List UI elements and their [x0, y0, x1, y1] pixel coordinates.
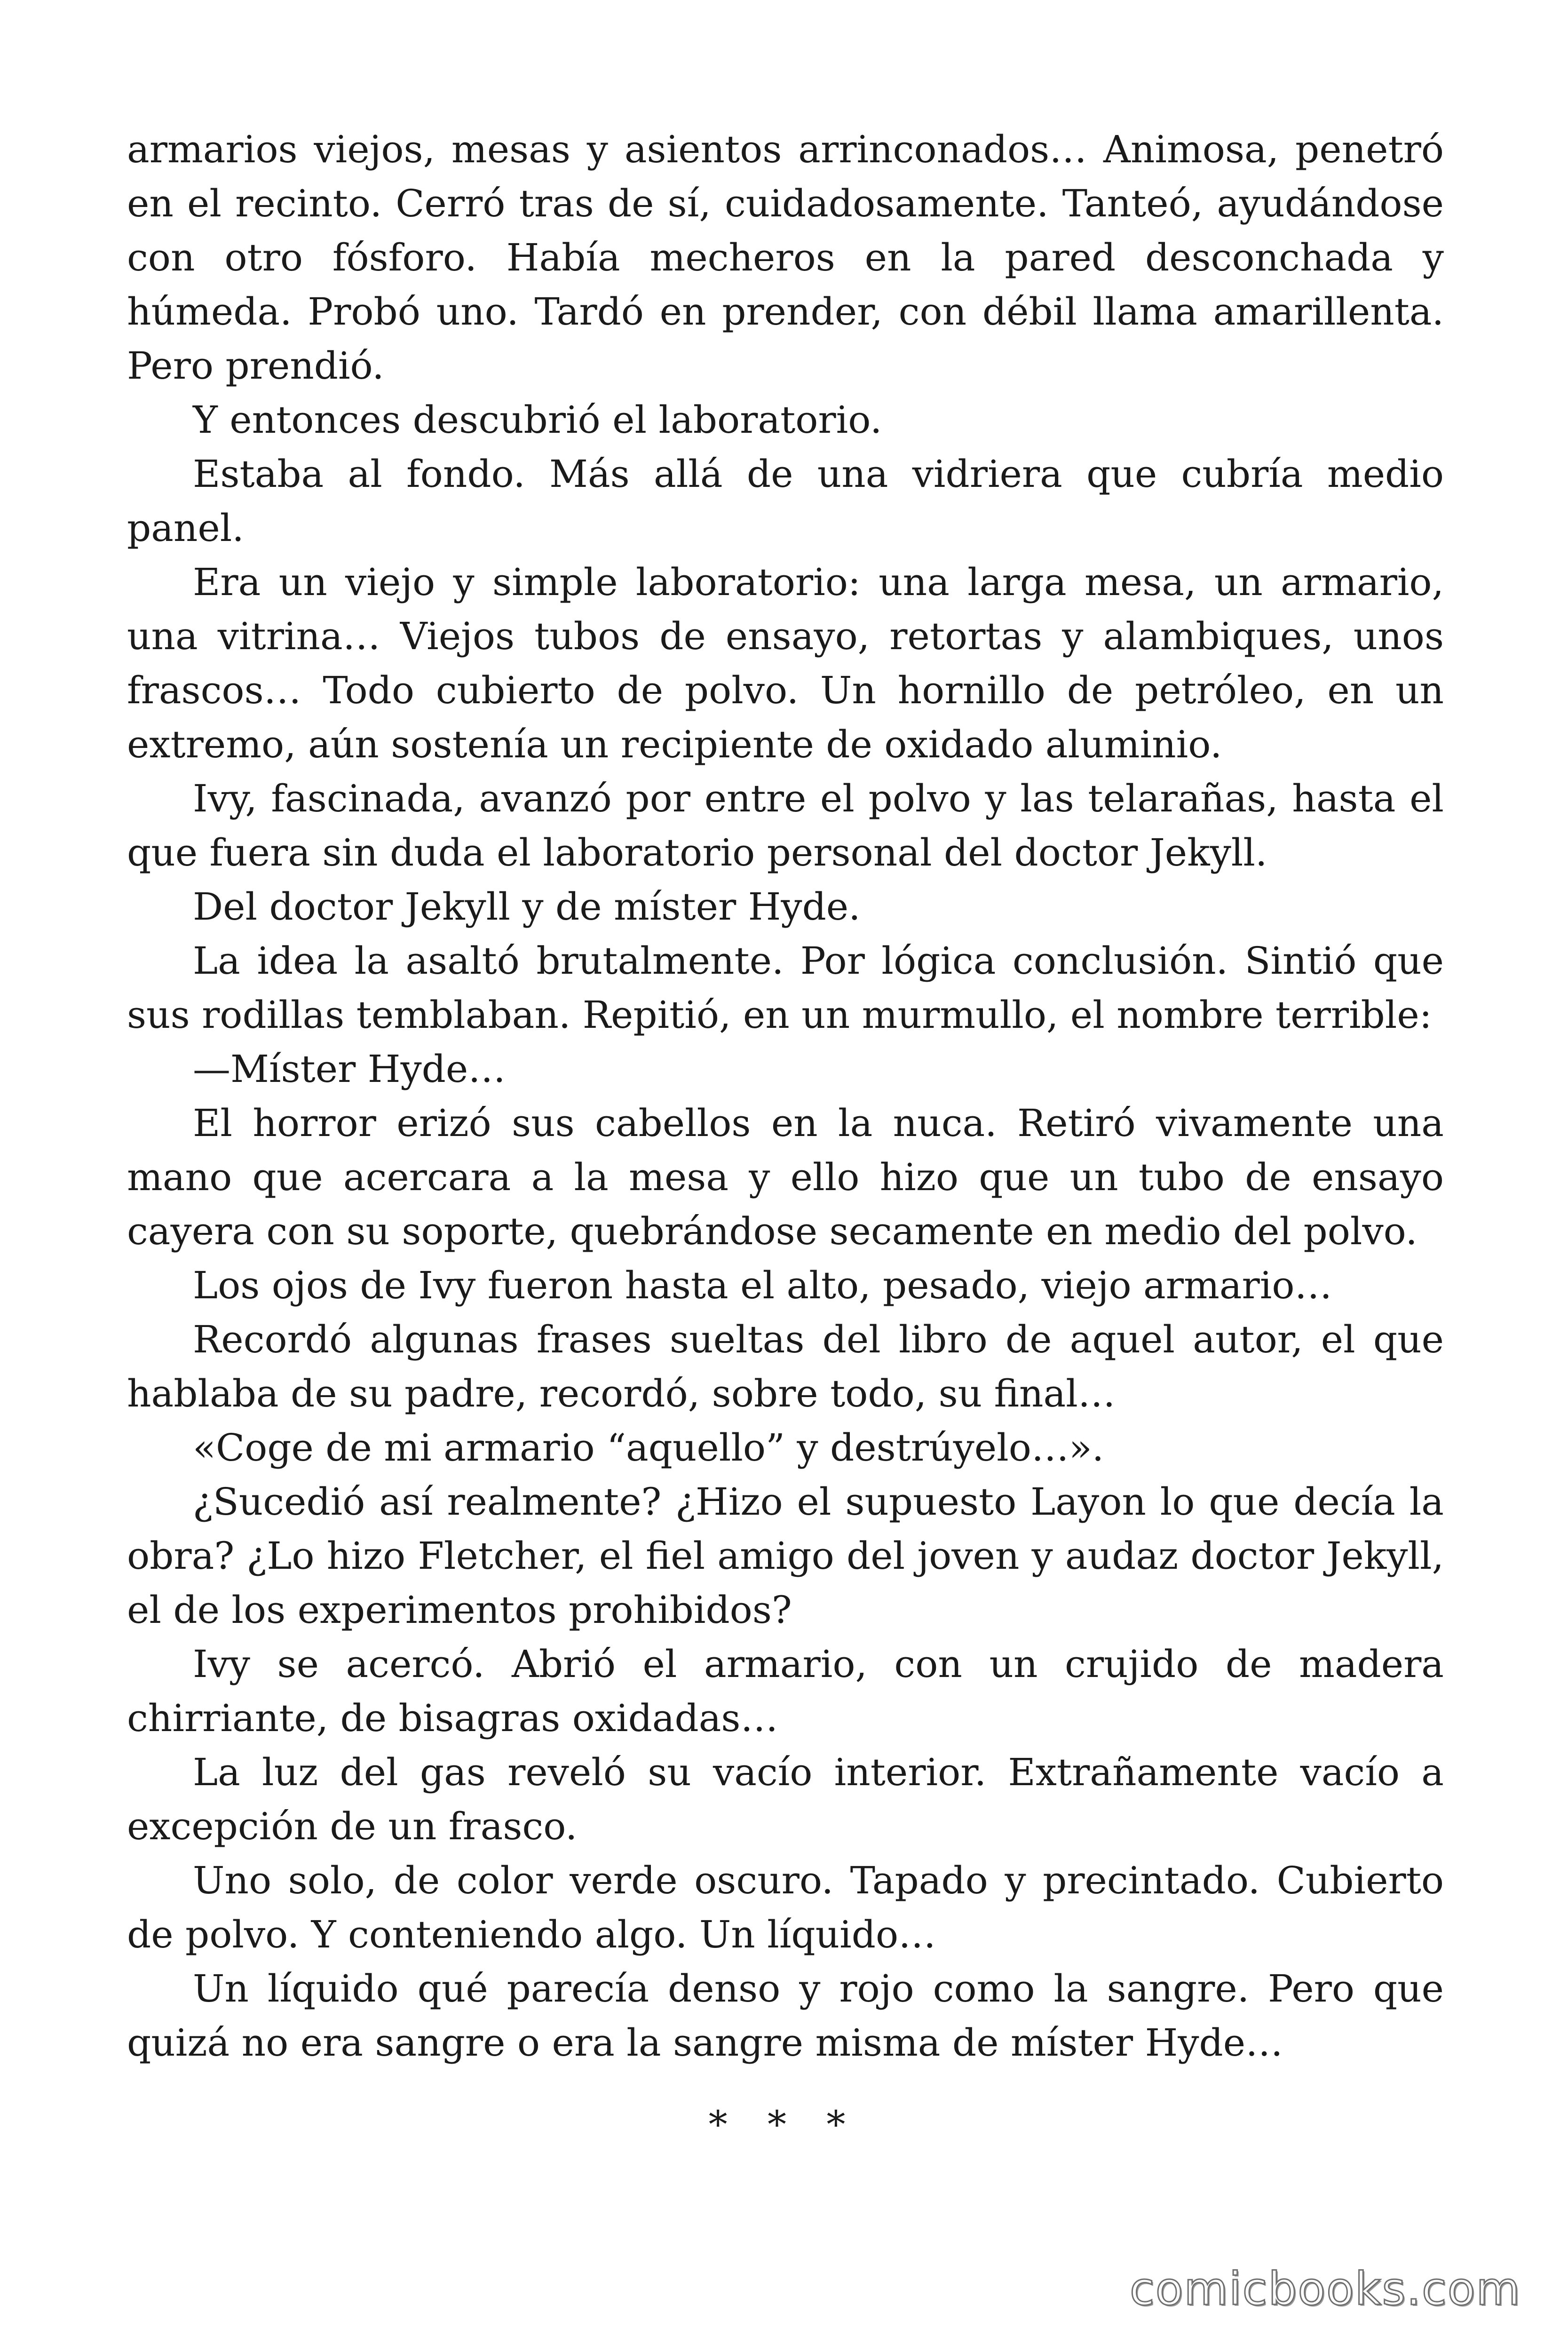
section-separator: * * * — [708, 2103, 860, 2146]
paragraph: Recordó algunas frases sueltas del libro de aquel autor, el que hablaba de su padre, recordó, sobre todo, su final… — [127, 1318, 1444, 1415]
paragraph: ¿Sucedió así realmente? ¿Hizo el supuesto Layon lo que decía la obra? ¿Lo hizo Fletcher, el fiel amigo del joven y audaz doctor Jekyll, el de los experimentos prohibidos? — [127, 1480, 1444, 1632]
paragraph: Y entonces descubrió el laboratorio. — [193, 398, 882, 442]
paragraph: Del doctor Jekyll y de míster Hyde. — [193, 885, 861, 929]
paragraph: Era un viejo y simple laboratorio: una larga mesa, un armario, una vitrina… Viejos tubos de ensayo, retortas y alambiques, unos frascos… Todo cubierto de polvo. Un hornillo de petróleo, en un extremo, aún sostenía un recipiente de oxidado aluminio. — [127, 560, 1444, 766]
watermark-text: comicbooks.com — [1129, 2263, 1521, 2315]
paragraph: El horror erizó sus cabellos en la nuca. Retiró vivamente una mano que acercara a la mesa y ello hizo que un tubo de ensayo cayera con su soporte, quebrándose secamente en medio del polvo. — [127, 1101, 1444, 1253]
paragraph: armarios viejos, mesas y asientos arrinconados… Animosa, penetró en el recinto. Cerró tras de sí, cuidadosamente. Tanteó, ayudándose con otro fósforo. Había mecheros en la pared desconchada y húmeda. Probó uno. Tardó en prender, con débil llama amarillenta. Pero prendió. — [127, 127, 1444, 388]
paragraph: Estaba al fondo. Más allá de una vidriera que cubría medio panel. — [127, 452, 1444, 550]
document-body — [127, 122, 1444, 2070]
paragraph: La luz del gas reveló su vacío interior. Extrañamente vacío a excepción de un frasco. — [127, 1750, 1444, 1848]
paragraph: Ivy, fascinada, avanzó por entre el polvo y las telarañas, hasta el que fuera sin duda el laboratorio personal del doctor Jekyll. — [127, 777, 1444, 874]
paragraph: La idea la asaltó brutalmente. Por lógica conclusión. Sintió que sus rodillas temblaban. Repitió, en un murmullo, el nombre terrible: — [127, 939, 1444, 1037]
paragraph: Un líquido qué parecía denso y rojo como la sangre. Pero que quizá no era sangre o era la sangre misma de míster Hyde… — [127, 1967, 1444, 2065]
paragraph: Uno solo, de color verde oscuro. Tapado y precintado. Cubierto de polvo. Y conteniendo algo. Un líquido… — [127, 1859, 1444, 1956]
paragraph: «Coge de mi armario “aquello” y destrúyelo…». — [193, 1426, 1104, 1470]
paragraph: Ivy se acercó. Abrió el armario, con un crujido de madera chirriante, de bisagras oxidadas… — [127, 1642, 1444, 1740]
paragraph: —Míster Hyde… — [193, 1047, 506, 1091]
paragraph: Los ojos de Ivy fueron hasta el alto, pesado, viejo armario… — [193, 1263, 1332, 1307]
